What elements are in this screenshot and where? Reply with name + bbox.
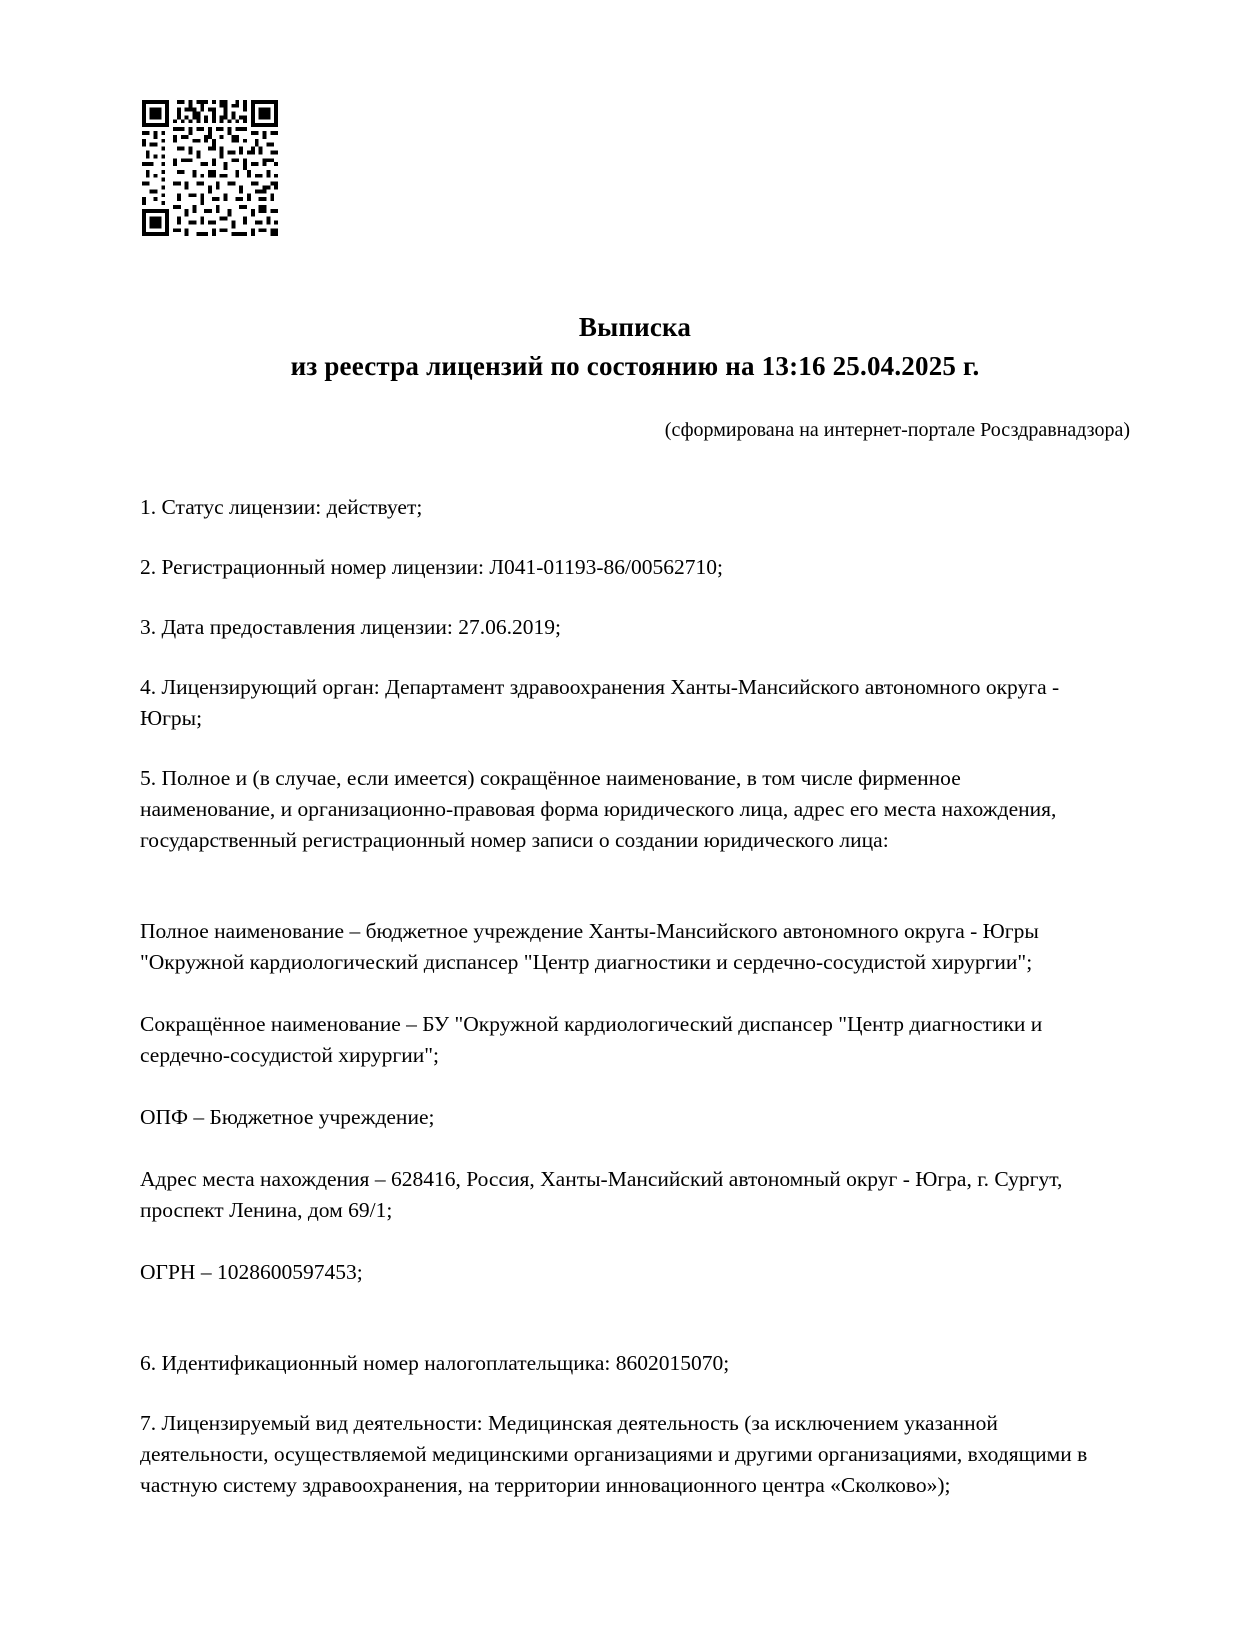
entity-full-name: Полное наименование – бюджетное учреждение Ханты-Мансийского автономного округа - Югры "Окружной кардиологический диспансер "Центр диагностики и сердечно-сосудистой хирургии";	[140, 919, 1039, 974]
title-line-2: из реестра лицензий по состоянию на 13:16 25.04.2025 г.	[290, 351, 980, 381]
item-license-number: 2. Регистрационный номер лицензии: Л041-01193-86/00562710;	[140, 555, 723, 579]
item-status: 1. Статус лицензии: действует;	[140, 495, 423, 519]
item-licensing-authority: 4. Лицензирующий орган: Департамент здравоохранения Ханты-Мансийского автономного округа - Югры;	[140, 675, 1060, 730]
item-issue-date: 3. Дата предоставления лицензии: 27.06.2019;	[140, 615, 561, 639]
document-subtitle: (сформирована на интернет-портале Росздравнадзора)	[664, 419, 1130, 441]
entity-short-name: Сокращённое наименование – БУ "Окружной кардиологический диспансер "Центр диагностики и сердечно-сосудистой хирургии";	[140, 1012, 1043, 1067]
document-title	[140, 308, 1130, 386]
qr-code	[138, 96, 282, 240]
item-inn: 6. Идентификационный номер налогоплательщика: 8602015070;	[140, 1351, 730, 1375]
item-licensed-activity: 7. Лицензируемый вид деятельности: Медицинская деятельность (за исключением указанной деятельности, осуществляемой медицинскими организациями и другими организациями, входящими в частную систему здравоохранения, на территории инновационного центра «Сколково»);	[140, 1411, 1088, 1497]
entity-details-block	[140, 885, 1090, 1319]
item-entity-naming: 5. Полное и (в случае, если имеется) сокращённое наименование, в том числе фирменное наименование, и организационно-правовая форма юридического лица, адрес его места нахождения, государственный регистрационный номер записи о создании юридического лица:	[140, 766, 1057, 852]
title-line-1: Выписка	[578, 312, 692, 342]
document-body	[140, 492, 1090, 1530]
entity-ogrn: ОГРН – 1028600597453;	[140, 1260, 363, 1284]
entity-address: Адрес места нахождения – 628416, Россия, Ханты-Мансийский автономный округ - Югра, г. Сургут, проспект Ленина, дом 69/1;	[140, 1167, 1063, 1222]
entity-legal-form: ОПФ – Бюджетное учреждение;	[140, 1105, 435, 1129]
